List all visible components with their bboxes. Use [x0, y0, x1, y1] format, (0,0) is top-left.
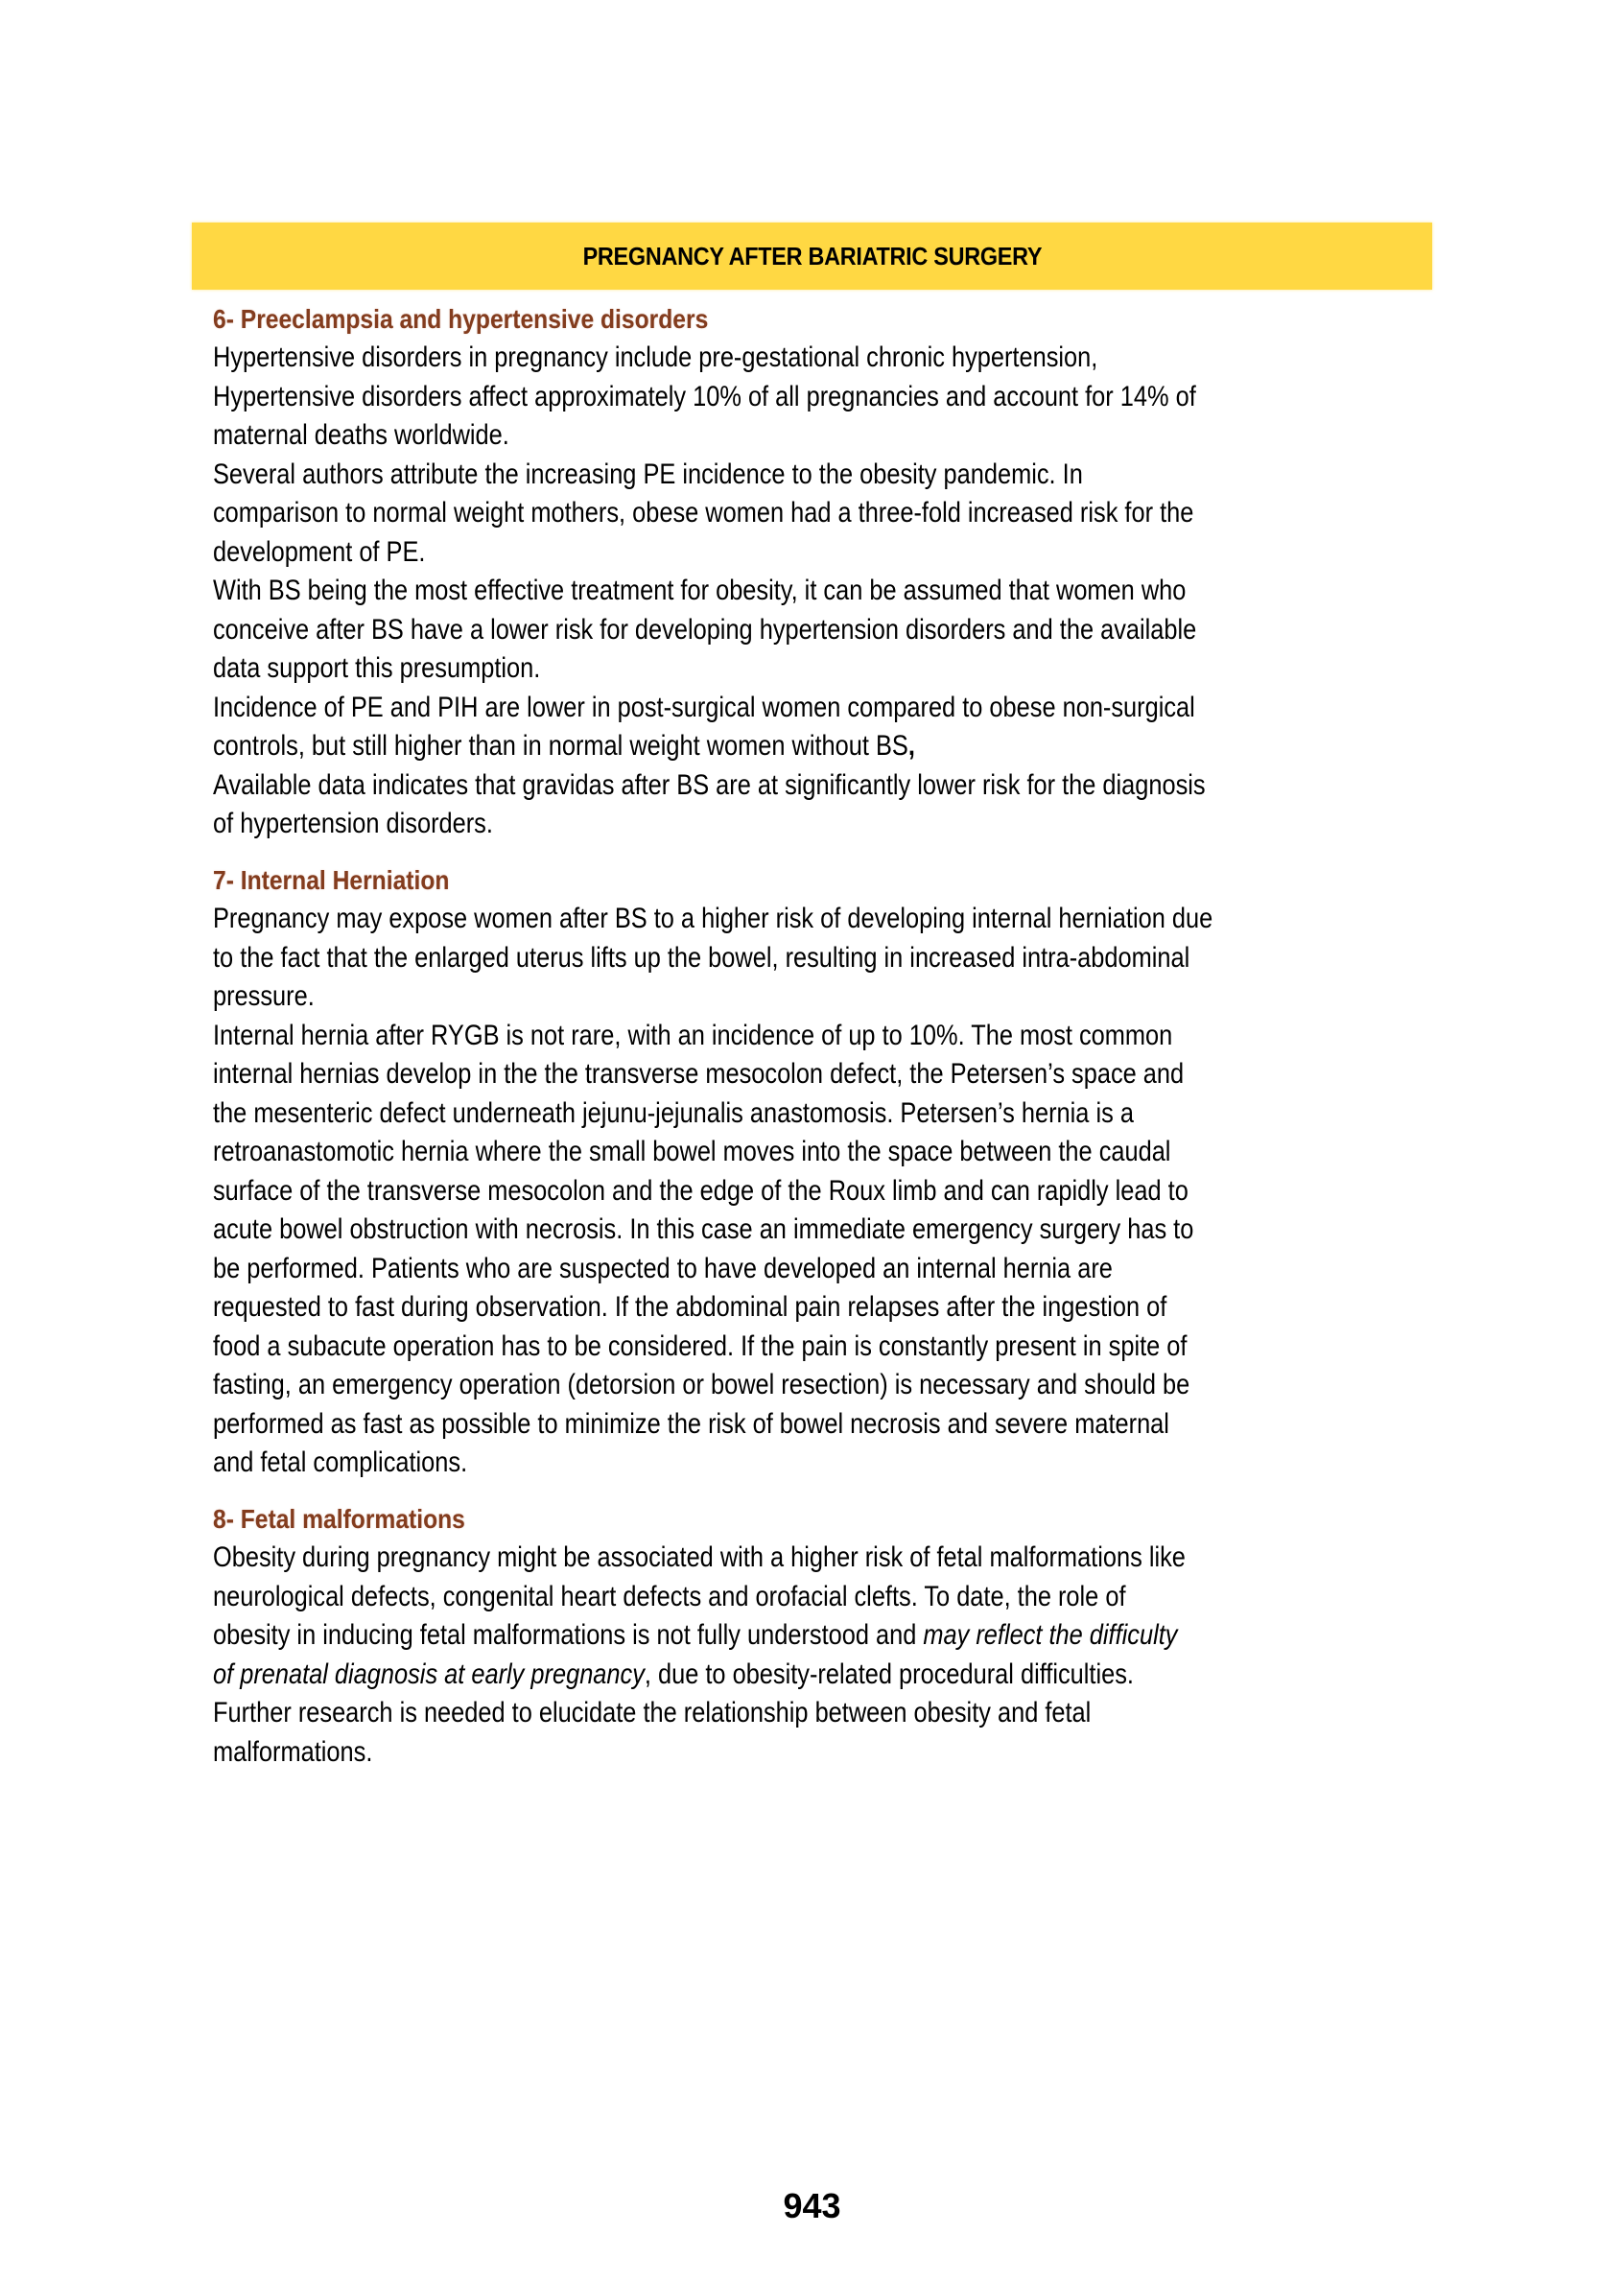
text-line: Pregnancy may expose women after BS to a higher risk of developing internal herniation due	[213, 903, 1213, 934]
text-line: surface of the transverse mesocolon and the edge of the Roux limb and can rapidly lead to	[213, 1174, 1189, 1207]
section-body	[213, 1539, 1441, 1772]
page-number: 943	[783, 2186, 841, 2225]
text-run: obesity in inducing fetal malformations is not fully understood and	[213, 1619, 924, 1651]
section-fetal-malformations	[213, 1500, 1441, 1772]
text-run: , due to obesity-related procedural difficulties.	[644, 1658, 1134, 1690]
text-line: requested to fast during observation. If the abdominal pain relapses after the ingestion of	[213, 1291, 1167, 1323]
text-run: controls, but still higher than in normal weight women without BS	[213, 730, 908, 762]
section-preeclampsia	[213, 300, 1441, 844]
italic-text-run: of prenatal diagnosis at early pregnancy	[213, 1658, 645, 1690]
section-heading: 6- Preeclampsia and hypertensive disorders	[213, 304, 709, 334]
section-heading: 8- Fetal malformations	[213, 1504, 465, 1534]
text-line: conceive after BS have a lower risk for developing hypertension disorders and the available	[213, 613, 1197, 646]
bold-comma: ,	[907, 730, 915, 762]
section-internal-herniation	[213, 861, 1441, 1483]
text-line	[213, 1616, 1269, 1656]
text-line: the mesenteric defect underneath jejunu-jejunalis anastomosis. Petersen’s hernia is a	[213, 1096, 1134, 1129]
text-line: malformations.	[213, 1735, 373, 1768]
text-line: of hypertension disorders.	[213, 808, 493, 839]
text-line: be performed. Patients who are suspected to have developed an internal hernia are	[213, 1252, 1113, 1284]
text-line: and fetal complications.	[213, 1446, 468, 1478]
text-line: performed as fast as possible to minimize the risk of bowel necrosis and severe maternal	[213, 1407, 1169, 1440]
text-line: comparison to normal weight mothers, obese women had a three-fold increased risk for the	[213, 497, 1194, 529]
text-line: maternal deaths worldwide.	[213, 419, 509, 451]
text-line: With BS being the most effective treatment for obesity, it can be assumed that women who	[213, 575, 1187, 606]
text-line: Further research is needed to elucidate the relationship between obesity and fetal	[213, 1697, 1092, 1728]
text-line: data support this presumption.	[213, 652, 541, 684]
text-line: neurological defects, congenital heart defects and orofacial clefts. To date, the role of	[213, 1580, 1126, 1612]
text-line: retroanastomotic hernia where the small bowel moves into the space between the caudal	[213, 1136, 1171, 1167]
text-line: to the fact that the enlarged uterus lifts up the bowel, resulting in increased intra-abdominal	[213, 941, 1190, 974]
chapter-title: PREGNANCY AFTER BARIATRIC SURGERY	[582, 241, 1042, 270]
text-line: Several authors attribute the increasing PE incidence to the obesity pandemic. In	[213, 458, 1083, 490]
text-line: development of PE.	[213, 535, 426, 568]
text-line: Hypertensive disorders in pregnancy include pre-gestational chronic hypertension,	[213, 341, 1098, 373]
text-line: Internal hernia after RYGB is not rare, with an incidence of up to 10%. The most common	[213, 1019, 1173, 1051]
section-body	[213, 339, 1441, 844]
chapter-banner	[192, 223, 1432, 290]
text-line	[213, 1656, 1269, 1695]
section-body	[213, 900, 1441, 1483]
text-line: acute bowel obstruction with necrosis. In this case an immediate emergency surgery has to	[213, 1213, 1194, 1245]
section-heading: 7- Internal Herniation	[213, 865, 450, 895]
text-line: Available data indicates that gravidas after BS are at significantly lower risk for the diagnosis	[213, 768, 1206, 801]
text-line: Hypertensive disorders affect approximately 10% of all pregnancies and account for 14% of	[213, 380, 1196, 412]
italic-text-run: may reflect the difficulty	[923, 1619, 1178, 1651]
text-line: Obesity during pregnancy might be associated with a higher risk of fetal malformations like	[213, 1541, 1186, 1573]
text-line: internal hernias develop in the the transverse mesocolon defect, the Petersen’s space and	[213, 1058, 1185, 1090]
text-line	[213, 727, 1269, 766]
text-line: fasting, an emergency operation (detorsion or bowel resection) is necessary and should be	[213, 1369, 1190, 1400]
text-line: food a subacute operation has to be considered. If the pain is constantly present in spite of	[213, 1329, 1188, 1362]
text-line: Incidence of PE and PIH are lower in post-surgical women compared to obese non-surgical	[213, 691, 1195, 723]
text-line: pressure.	[213, 980, 315, 1012]
